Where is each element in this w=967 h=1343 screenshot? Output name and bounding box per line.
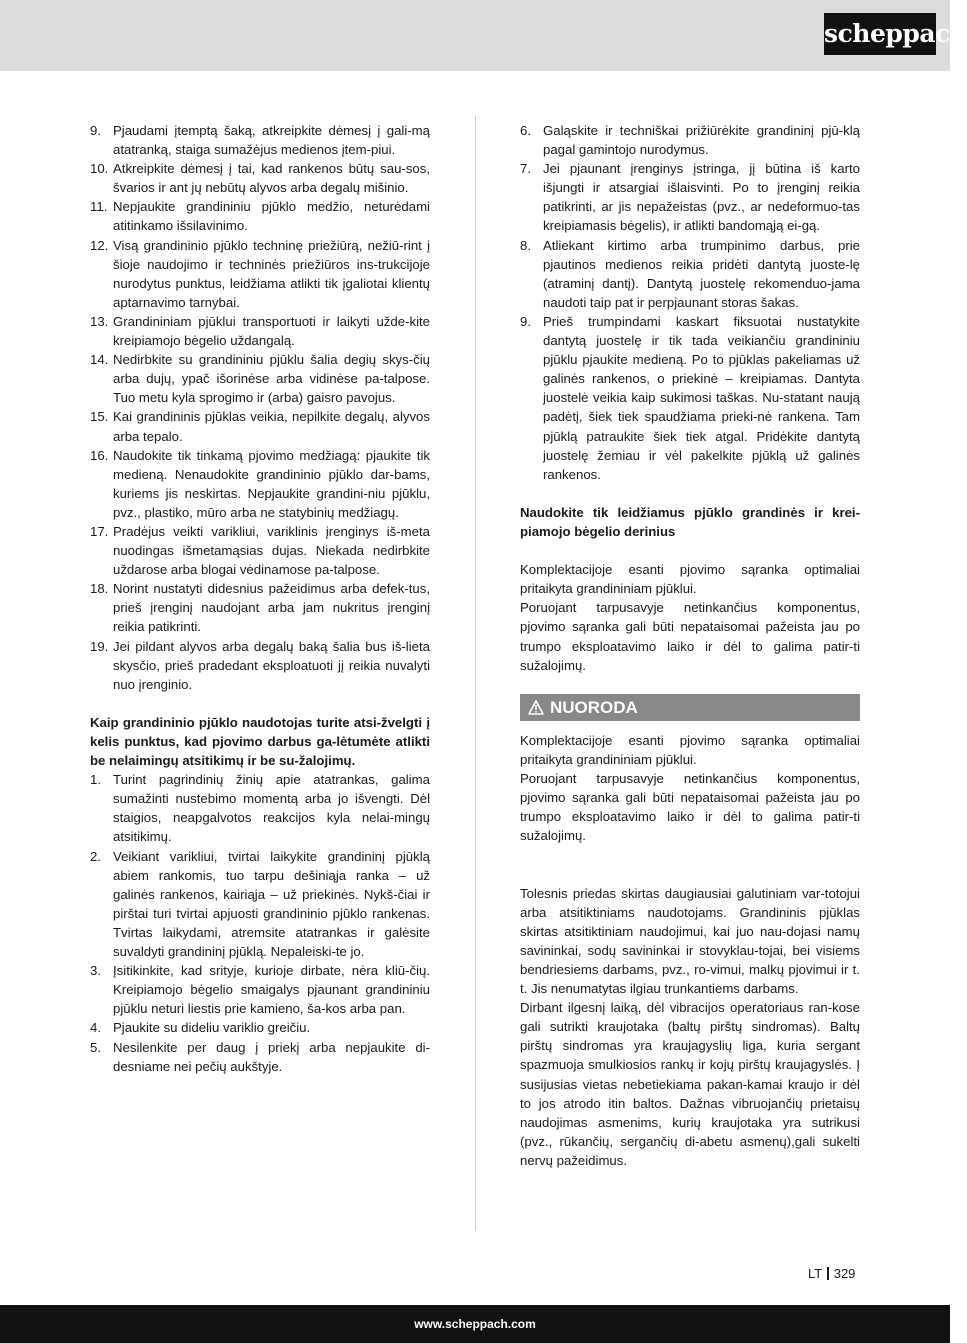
item-number: 4. bbox=[90, 1020, 101, 1036]
item-text: Turint pagrindinių žinių apie atatrankas, galima sumažinti nustebimo momentą arba jo išvengti. Dėl staigios, neapgalvotos reakcijos kyla nelai-mingų atsitikimų. bbox=[113, 772, 430, 845]
paragraph: Komplektacijoje esanti pjovimo sąranka optimaliai pritaikyta grandininiam pjūklui. bbox=[520, 562, 860, 597]
language-code: LT bbox=[808, 1266, 823, 1281]
list-item bbox=[520, 121, 860, 159]
item-text: Prieš trumpindami kaskart fiksuotai nustatykite dantytą juostelę ir tik tada veikiančiu grandininiu pjūklu pjaukite medieną. Po to pjūklas pakeliamas už galinės rankenos, o priekinė – kreipiamas. Dantyta juostelė veikia kaip sukimosi taškas. Nu-statant naują padėtį, šiek tiek spaudžiama prieki-nė rankena. Tam pjūklą patraukite šiek tiek atgal. Pridėkite dantytą juostelę žemiau ir vėl pakelkite pjūklą už galinės rankenos. bbox=[543, 313, 860, 482]
list-item bbox=[90, 961, 430, 1018]
warning-triangle-icon bbox=[528, 700, 544, 715]
list-item bbox=[520, 236, 860, 312]
item-number: 2. bbox=[90, 848, 101, 864]
paragraph: Tolesnis priedas skirtas daugiausiai galutiniam var-totojui arba atsitiktiniams naudotojams. Grandininis pjūklas skirtas atsitiktiniam naudojimui, kai juo nau-dojasi namų savininkai, sodų savininkai ir stovyklau-tojai, bei visiems bendriesiems darbams, pvz., ro-vimui, malkų pjovimui ir t. t. Jis nenumatytas ilgiau trunkantiems darbams. bbox=[520, 885, 860, 997]
notice-banner bbox=[520, 694, 860, 721]
left-column bbox=[90, 121, 430, 1076]
list-item bbox=[90, 1038, 430, 1076]
page-value: 329 bbox=[833, 1266, 856, 1281]
item-text: Nedirbkite su grandininiu pjūklu šalia degių skys-čių arba dujų, ypač išorinėse arba vidinėse pa-talpose. Tuo metu kyla sprogimo ir (arba) gaisro pavojus. bbox=[113, 352, 430, 406]
item-number: 17. bbox=[90, 523, 109, 539]
item-text: Norint nustatyti didesnius pažeidimus arba defek-tus, prieš įrenginį naudojant arba jam nukritus įrenginį reikia patikrinti. bbox=[113, 581, 430, 635]
item-text: Visą grandininio pjūklo techninę priežiūrą, nežiū-rint į šioje naudojimo ir techninės priežiūros ins-trukcijoje nurodytus punktus, leidžiama atlikti tik įgaliotai klientų aptarnavimo tarnybai. bbox=[113, 237, 430, 310]
list-item bbox=[90, 350, 430, 407]
item-text: Jei pildant alyvos arba degalų baką šalia bus iš-lieta skysčio, prieš pradedant eksploatuoti jį reikia nuvalyti nuo įrenginio. bbox=[113, 638, 430, 692]
item-number: 12. bbox=[90, 237, 109, 253]
list-item bbox=[90, 579, 430, 636]
kickback-list-continued bbox=[520, 121, 860, 484]
list-item bbox=[90, 446, 430, 522]
item-number: 19. bbox=[90, 638, 109, 654]
list-item bbox=[90, 197, 430, 235]
kickback-heading: Kaip grandininio pjūklo naudotojas turite atsi-žvelgti į kelis punktus, kad pjovimo darbus ga-lėtumėte atlikti be nelaimingų atsitikimų ir be su-žalojimų. bbox=[90, 714, 430, 769]
list-item bbox=[90, 1018, 430, 1037]
item-text: Pjaukite su dideliu variklio greičiu. bbox=[113, 1020, 311, 1036]
list-item bbox=[90, 407, 430, 445]
list-item bbox=[90, 312, 430, 350]
item-number: 10. bbox=[90, 161, 109, 177]
website-link[interactable]: www.scheppach.com bbox=[414, 1317, 536, 1331]
notice-title: NUORODA bbox=[550, 697, 638, 717]
item-number: 1. bbox=[90, 772, 101, 788]
item-text: Veikiant varikliui, tvirtai laikykite grandininį pjūklą abiem rankomis, tuo tarpu dešiniąja ranka – už galinės rankenos, kairiąja – už priekinės. Nykš-čiai ir pirštai turi tvirtai apjuosti grandininio pjūklo rankenas. Tvirtas laikydami, atremsite atatrankas ir galėsite suvaldyti grandininį pjūklą. Nepaleiski-te jo. bbox=[113, 848, 430, 960]
item-text: Kai grandininis pjūklas veikia, nepilkite degalų, alyvos arba tepalo. bbox=[113, 409, 430, 444]
combination-heading: Naudokite tik leidžiamus pjūklo grandinės ir krei-piamojo bėgelio derinius bbox=[520, 504, 860, 539]
separator bbox=[827, 1267, 829, 1280]
item-text: Pjaudami įtemptą šaką, atkreipkite dėmesį į gali-mą atatranką, staiga sumažėjus medienos įtem-piui. bbox=[113, 123, 430, 158]
item-number: 6. bbox=[520, 123, 531, 138]
safety-list-continued bbox=[90, 121, 430, 694]
item-number: 9. bbox=[520, 313, 531, 329]
list-item bbox=[90, 847, 430, 962]
item-text: Galąskite ir techniškai prižiūrėkite grandininį pjū-klą pagal gamintojo nurodymus. bbox=[543, 123, 860, 158]
list-item bbox=[90, 236, 430, 312]
right-column bbox=[520, 121, 860, 1170]
list-item bbox=[90, 159, 430, 197]
notice-paragraph: Komplektacijoje esanti pjovimo sąranka optimaliai pritaikyta grandininiam pjūklui. bbox=[520, 732, 860, 767]
scheppach-logo: scheppach bbox=[824, 13, 936, 55]
item-number: 9. bbox=[90, 123, 101, 138]
item-number: 18. bbox=[90, 581, 109, 597]
item-text: Nesilenkite per daug į priekį arba nepjaukite di-desniame nei pečių aukštyje. bbox=[113, 1039, 430, 1074]
list-item bbox=[90, 637, 430, 694]
item-text: Grandininiam pjūklui transportuoti ir laikyti užde-kite kreipiamojo bėgelio uždangalą. bbox=[113, 313, 430, 349]
item-number: 13. bbox=[90, 313, 109, 329]
item-text: Įsitikinkite, kad srityje, kurioje dirbate, nėra kliū-čių. Kreipiamojo bėgelio smaigalys pjaunant grandininiu pjūklu neturi liestis prie kamieno, ša-kos arba pan. bbox=[113, 963, 430, 1017]
item-number: 14. bbox=[90, 352, 109, 368]
item-text: Naudokite tik tinkamą pjovimo medžiagą: pjaukite tik medieną. Nenaudokite grandininio pjūklo dar-bams, kuriems jis neskirtas. Nepjaukite grandini-niu pjūklu, pvz., plastiko, mūro arba ne statybinių medžiagų. bbox=[113, 447, 430, 520]
item-number: 11. bbox=[90, 199, 108, 215]
list-item bbox=[90, 522, 430, 579]
list-item bbox=[90, 121, 430, 159]
item-text: Jei pjaunant įrenginys įstringa, jį būtina iš karto išjungti ir atsargiai išlaisvinti. Po to įrenginį reikia patikrinti, ar jis nepažeistas (pvz., ar nedeformuo-tas kreipiamasis bėgelis), ir atlikti bandomąją ei-gą. bbox=[543, 161, 860, 234]
paragraph: Poruojant tarpusavyje netinkančius komponentus, pjovimo sąranka gali būti nepataisomai pažeista jau po trumpo eksploatavimo laiko ir dėl to galima patir-ti sužalojimų. bbox=[520, 600, 860, 673]
item-text: Nepjaukite grandininiu pjūklo medžio, neturėdami atitinkamo išsilavinimo. bbox=[113, 199, 430, 234]
page-number bbox=[808, 1266, 855, 1281]
item-text: Pradėjus veikti varikliui, variklinis įrenginys iš-meta nuodingas išmetamąsias dujas. Niekada nedirbkite uždarose arba blogai vėdinamose pa-talpose. bbox=[113, 523, 430, 578]
list-item bbox=[520, 312, 860, 484]
list-item bbox=[90, 770, 430, 846]
item-number: 8. bbox=[520, 237, 531, 253]
item-number: 16. bbox=[90, 447, 109, 463]
paragraph: Dirbant ilgesnį laiką, dėl vibracijos operatoriaus ran-kose gali sutrikti kraujotaka (baltų pirštų sindromas). Baltų pirštų sindromas yra kraujagyslių liga, kuria sergant spazmuoja smulkiosios rankų ir kojų pirštų kraujagyslės. Į susijusias vietas nebetiekiama pakan-kamai kraujo ir dėl to jos atrodo itin baltos. Dažnas vibruojančių prietaisų naudojimas asmenims, kurių kraujotaka yra sutrikusi (pvz., rūkančių, sergančių di-abetu asmenų),gali sukelti nervų pažeidimus. bbox=[520, 1000, 860, 1168]
column-divider bbox=[475, 116, 476, 1231]
kickback-list bbox=[90, 770, 430, 1076]
item-number: 15. bbox=[90, 409, 109, 425]
footer-bar bbox=[0, 1305, 950, 1343]
item-number: 3. bbox=[90, 963, 101, 979]
notice-paragraph: Poruojant tarpusavyje netinkančius komponentus, pjovimo sąranka gali būti nepataisomai pažeista jau po trumpo eksploatavimo laiko ir dėl to galima patir-ti sužalojimų. bbox=[520, 771, 860, 844]
list-item bbox=[520, 159, 860, 235]
item-number: 5. bbox=[90, 1039, 101, 1055]
item-text: Atkreipkite dėmesį į tai, kad rankenos būtų sau-sos, švarios ir ant jų nebūtų alyvos arba degalų mišinio. bbox=[113, 161, 430, 196]
header-bar bbox=[0, 0, 950, 71]
item-text: Atliekant kirtimo arba trumpinimo darbus, prie pjautinos medienos reikia pridėti dantytą juoste-lę (atraminį dantį). Dantytą juostelę rekomenduo-jama naudoti taip pat ir perpjaunant storas šakas. bbox=[543, 237, 860, 310]
item-number: 7. bbox=[520, 161, 531, 177]
